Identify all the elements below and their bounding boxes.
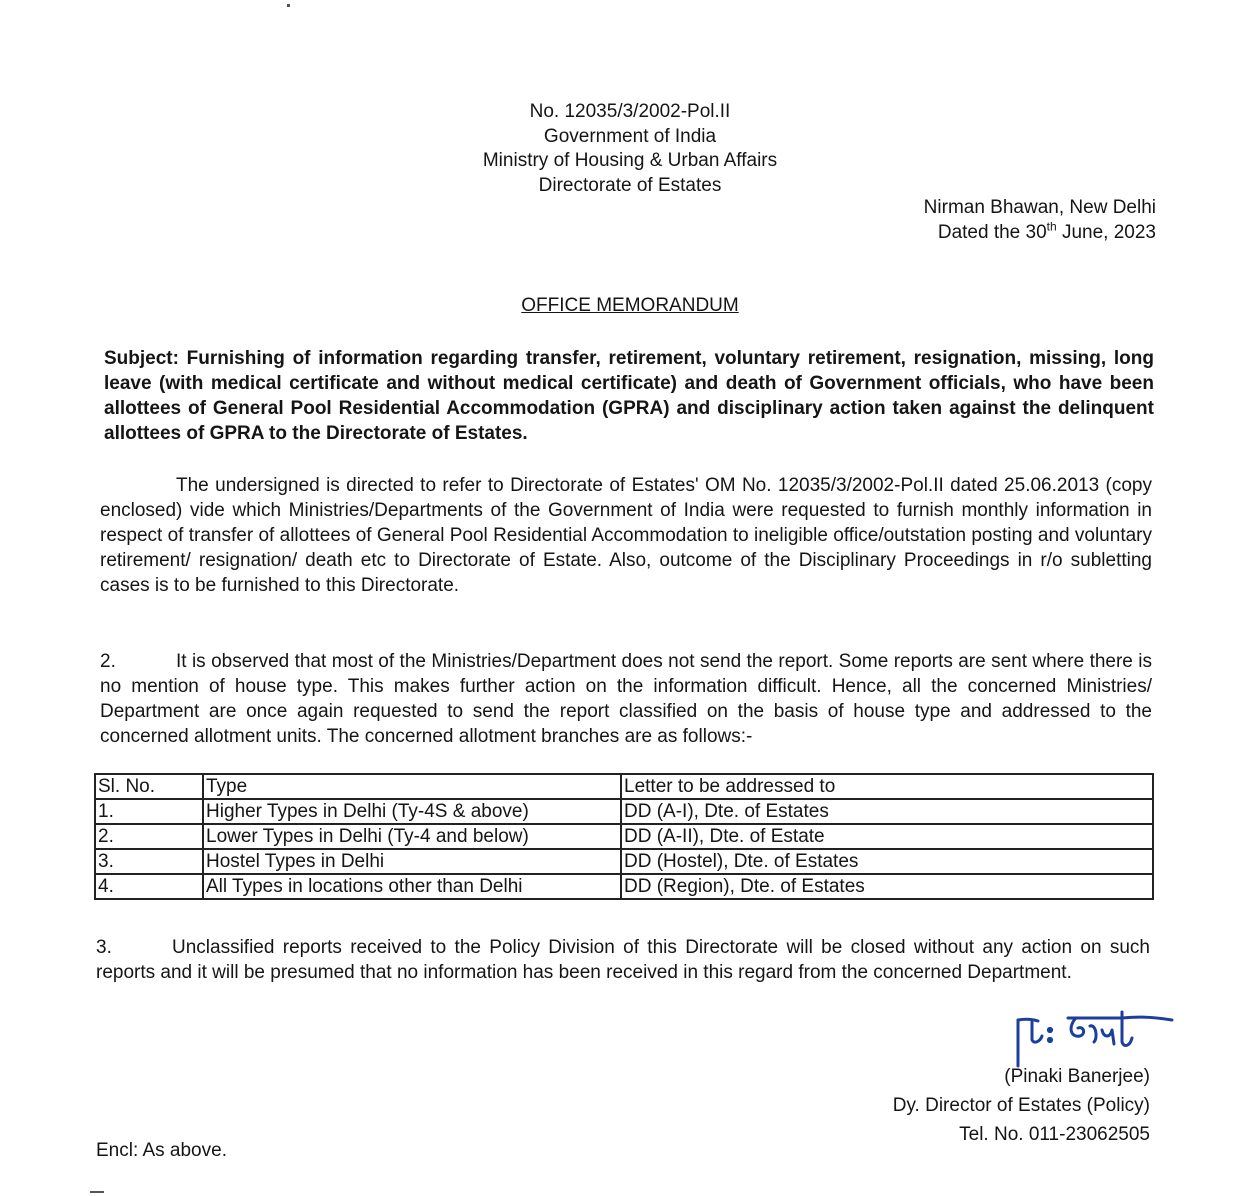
memo-title: OFFICE MEMORANDUM: [521, 295, 739, 316]
paragraph-3-number: 3.: [96, 937, 112, 958]
place-and-date: [924, 195, 1156, 245]
allotment-branches-table: [94, 773, 1154, 900]
date-ordinal: th: [1046, 219, 1057, 234]
government-name: Government of India: [543, 125, 717, 147]
header-sl-no: Sl. No.: [95, 774, 203, 799]
table-row: [95, 874, 1153, 899]
signatory-designation: Dy. Director of Estates (Policy): [892, 1095, 1150, 1116]
row-type: All Types in locations other than Delhi: [203, 874, 621, 899]
handwritten-signature: [1010, 1008, 1180, 1070]
place: Nirman Bhawan, New Delhi: [923, 197, 1156, 218]
date-suffix: June, 2023: [1056, 222, 1156, 243]
row-type: Higher Types in Delhi (Ty-4S & above): [203, 799, 621, 824]
header-type: Type: [203, 774, 621, 799]
paragraph-1: The undersigned is directed to refer to Directorate of Estates' OM No. 12035/3/2002-Pol.II dated 25.06.2013 (copy enclosed) vide which Ministries/Departments of the Government of India were requested to furnish monthly information in respect of transfer of allottees of General Pool Residential Accommodation to ineligible office/outstation posting and voluntary retirement/ resignation/ death etc to Directorate of Estate. Also, outcome of the Disciplinary Proceedings in r/o subletting cases is to be furnished to this Directorate.: [100, 475, 1152, 596]
row-addressee: DD (Region), Dte. of Estates: [621, 874, 1153, 899]
paragraph-2-number: 2.: [100, 651, 116, 672]
signatory-name: (Pinaki Banerjee): [1004, 1066, 1150, 1087]
date: [924, 220, 1156, 245]
ministry-name: Ministry of Housing & Urban Affairs: [482, 150, 778, 171]
directorate-name: Directorate of Estates: [538, 174, 722, 196]
enclosure-note: Encl: As above.: [96, 1140, 227, 1161]
scan-speck: [287, 4, 290, 7]
header-letter-to: Letter to be addressed to: [621, 774, 1153, 799]
row-type: Hostel Types in Delhi: [203, 849, 621, 874]
row-addressee: DD (A-II), Dte. of Estate: [621, 824, 1153, 849]
row-addressee: DD (A-I), Dte. of Estates: [621, 799, 1153, 824]
row-number: 1.: [95, 799, 203, 824]
date-prefix: Dated the 30: [937, 222, 1047, 243]
paragraph-2: [100, 649, 1152, 749]
table-row: [95, 824, 1153, 849]
paragraph-3-text: Unclassified reports received to the Policy Division of this Directorate will be closed without any action on such reports and it will be presumed that no information has been received in this regard from the concerned Department.: [96, 937, 1150, 983]
scan-speck: [90, 1191, 104, 1193]
signatory-phone: Tel. No. 011-23062505: [959, 1124, 1150, 1145]
row-number: 2.: [95, 824, 203, 849]
table-row: [95, 799, 1153, 824]
memo-number: No. 12035/3/2002-Pol.II: [529, 101, 731, 122]
row-addressee: DD (Hostel), Dte. of Estates: [621, 849, 1153, 874]
letterhead: [380, 100, 880, 198]
signatory-block: [893, 1062, 1150, 1149]
paragraph-3: [96, 935, 1150, 985]
paragraph-2-text: It is observed that most of the Ministries/Department does not send the report. Some reports are sent where there is no mention of house type. This makes further action on the information difficult. Hence, all the concerned Ministries/ Department are once again requested to send the report classified on the basis of house type and addressed to the concerned allotment units. The concerned allotment branches are as follows:-: [100, 651, 1152, 747]
table-header-row: [95, 774, 1153, 799]
subject-paragraph: Subject: Furnishing of information regarding transfer, retirement, voluntary retirement, resignation, missing, long leave (with medical certificate and without medical certificate) and death of Government officials, who have been allottees of General Pool Residential Accommodation (GPRA) and disciplinary action taken against the delinquent allottees of GPRA to the Directorate of Estates.: [104, 348, 1154, 444]
table-row: [95, 849, 1153, 874]
row-type: Lower Types in Delhi (Ty-4 and below): [203, 824, 621, 849]
row-number: 4.: [95, 874, 203, 899]
row-number: 3.: [95, 849, 203, 874]
